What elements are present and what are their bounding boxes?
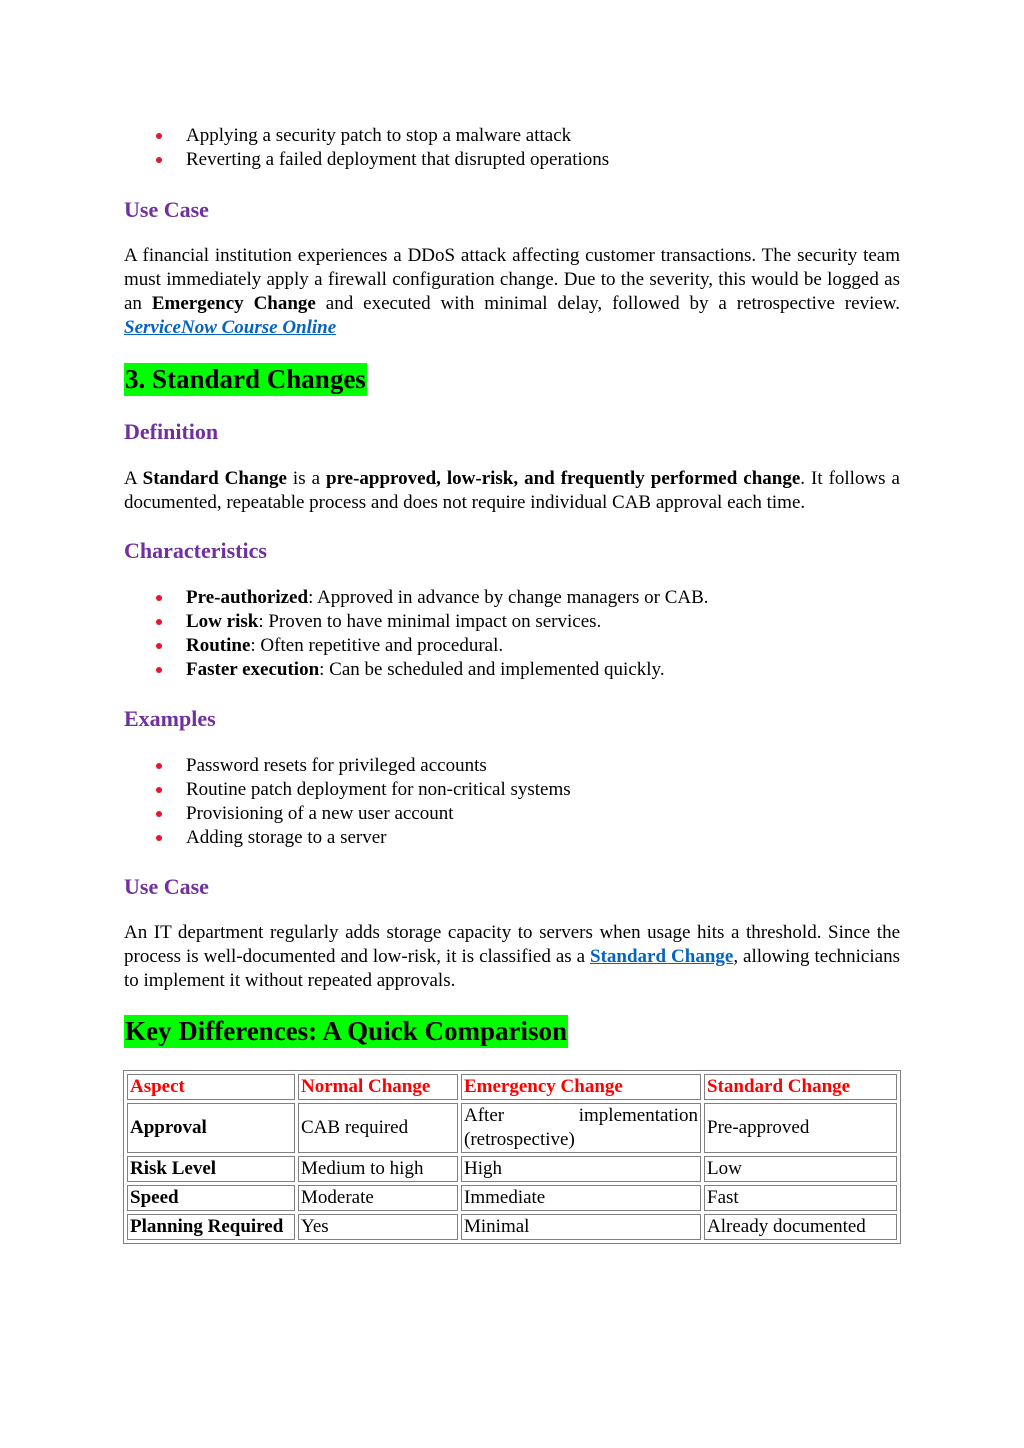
examples-list bbox=[124, 754, 900, 850]
table-cell: Approval bbox=[127, 1103, 295, 1153]
table-cell: Immediate bbox=[461, 1185, 701, 1211]
standard-use-case-heading: Use Case bbox=[124, 874, 209, 899]
list-item: Routine: Often repetitive and procedural. bbox=[186, 634, 900, 658]
emergency-use-case-paragraph: A financial institution experiences a DDoS attack affecting customer transactions. The security team must immediately apply a firewall configuration change. Due to the severity, this would be logged as an Emergency Change and executed with minimal delay, followed by a retrospective review. ServiceNow Course Online bbox=[124, 245, 901, 338]
comparison-title: Key Differences: A Quick Comparison bbox=[125, 1016, 567, 1046]
table-cell: Risk Level bbox=[127, 1156, 295, 1182]
table-cell: Speed bbox=[127, 1185, 295, 1211]
header-cell: Normal Change bbox=[298, 1074, 458, 1100]
list-item: Applying a security patch to stop a malware attack bbox=[186, 124, 900, 148]
list-item: Routine patch deployment for non-critical systems bbox=[186, 778, 900, 802]
comparison-title-wrap bbox=[124, 1015, 900, 1048]
table-cell: Minimal bbox=[461, 1214, 701, 1240]
intro-bullet-list bbox=[124, 124, 900, 172]
definition-paragraph: A Standard Change is a pre-approved, low-risk, and frequently performed change. It follows a documented, repeatable process and does not require individual CAB approval each time. bbox=[124, 468, 900, 513]
table-row bbox=[127, 1185, 897, 1211]
table-cell: CAB required bbox=[298, 1103, 458, 1153]
header-cell: Emergency Change bbox=[461, 1074, 701, 1100]
header-cell: Standard Change bbox=[704, 1074, 897, 1100]
list-item: Provisioning of a new user account bbox=[186, 802, 900, 826]
table-cell: Planning Required bbox=[127, 1214, 295, 1240]
list-item: Low risk: Proven to have minimal impact on services. bbox=[186, 610, 900, 634]
list-item: Pre-authorized: Approved in advance by change managers or CAB. bbox=[186, 586, 900, 610]
emergency-change-term: Emergency Change bbox=[151, 293, 316, 314]
table-cell: Moderate bbox=[298, 1185, 458, 1211]
table-cell: Low bbox=[704, 1156, 897, 1182]
list-item: Adding storage to a server bbox=[186, 826, 900, 850]
table-row bbox=[127, 1214, 897, 1240]
standard-changes-title: 3. Standard Changes bbox=[125, 364, 366, 394]
list-item: Password resets for privileged accounts bbox=[186, 754, 900, 778]
examples-heading: Examples bbox=[124, 706, 216, 731]
table-cell: Medium to high bbox=[298, 1156, 458, 1182]
table-row bbox=[127, 1156, 897, 1182]
table-cell: Fast bbox=[704, 1185, 897, 1211]
characteristics-list bbox=[124, 586, 900, 682]
standard-use-case-paragraph: An IT department regularly adds storage capacity to servers when usage hits a threshold. Since the process is well-documented and low-risk, it is classified as a Standard Change, allowing technicians to implement it without repeated approvals. bbox=[124, 922, 900, 991]
table-cell: Already documented bbox=[704, 1214, 897, 1240]
table-cell: Pre-approved bbox=[704, 1103, 897, 1153]
definition-heading: Definition bbox=[124, 419, 219, 444]
table-header-row bbox=[127, 1074, 897, 1100]
table-cell: After implementation (retrospective) bbox=[461, 1103, 701, 1153]
header-cell: Aspect bbox=[127, 1074, 295, 1100]
table-cell: High bbox=[461, 1156, 701, 1182]
table-row bbox=[127, 1103, 897, 1153]
comparison-table bbox=[123, 1070, 901, 1244]
list-item: Faster execution: Can be scheduled and implemented quickly. bbox=[186, 658, 900, 682]
standard-changes-title-wrap bbox=[124, 363, 900, 396]
standard-change-link[interactable]: Standard Change bbox=[590, 946, 734, 967]
list-item: Reverting a failed deployment that disrupted operations bbox=[186, 148, 900, 172]
servicenow-course-link[interactable]: ServiceNow Course Online bbox=[124, 317, 337, 338]
characteristics-heading: Characteristics bbox=[124, 538, 267, 563]
content-area bbox=[124, 124, 900, 1244]
table-cell: Yes bbox=[298, 1214, 458, 1240]
emergency-use-case-heading: Use Case bbox=[124, 197, 209, 222]
